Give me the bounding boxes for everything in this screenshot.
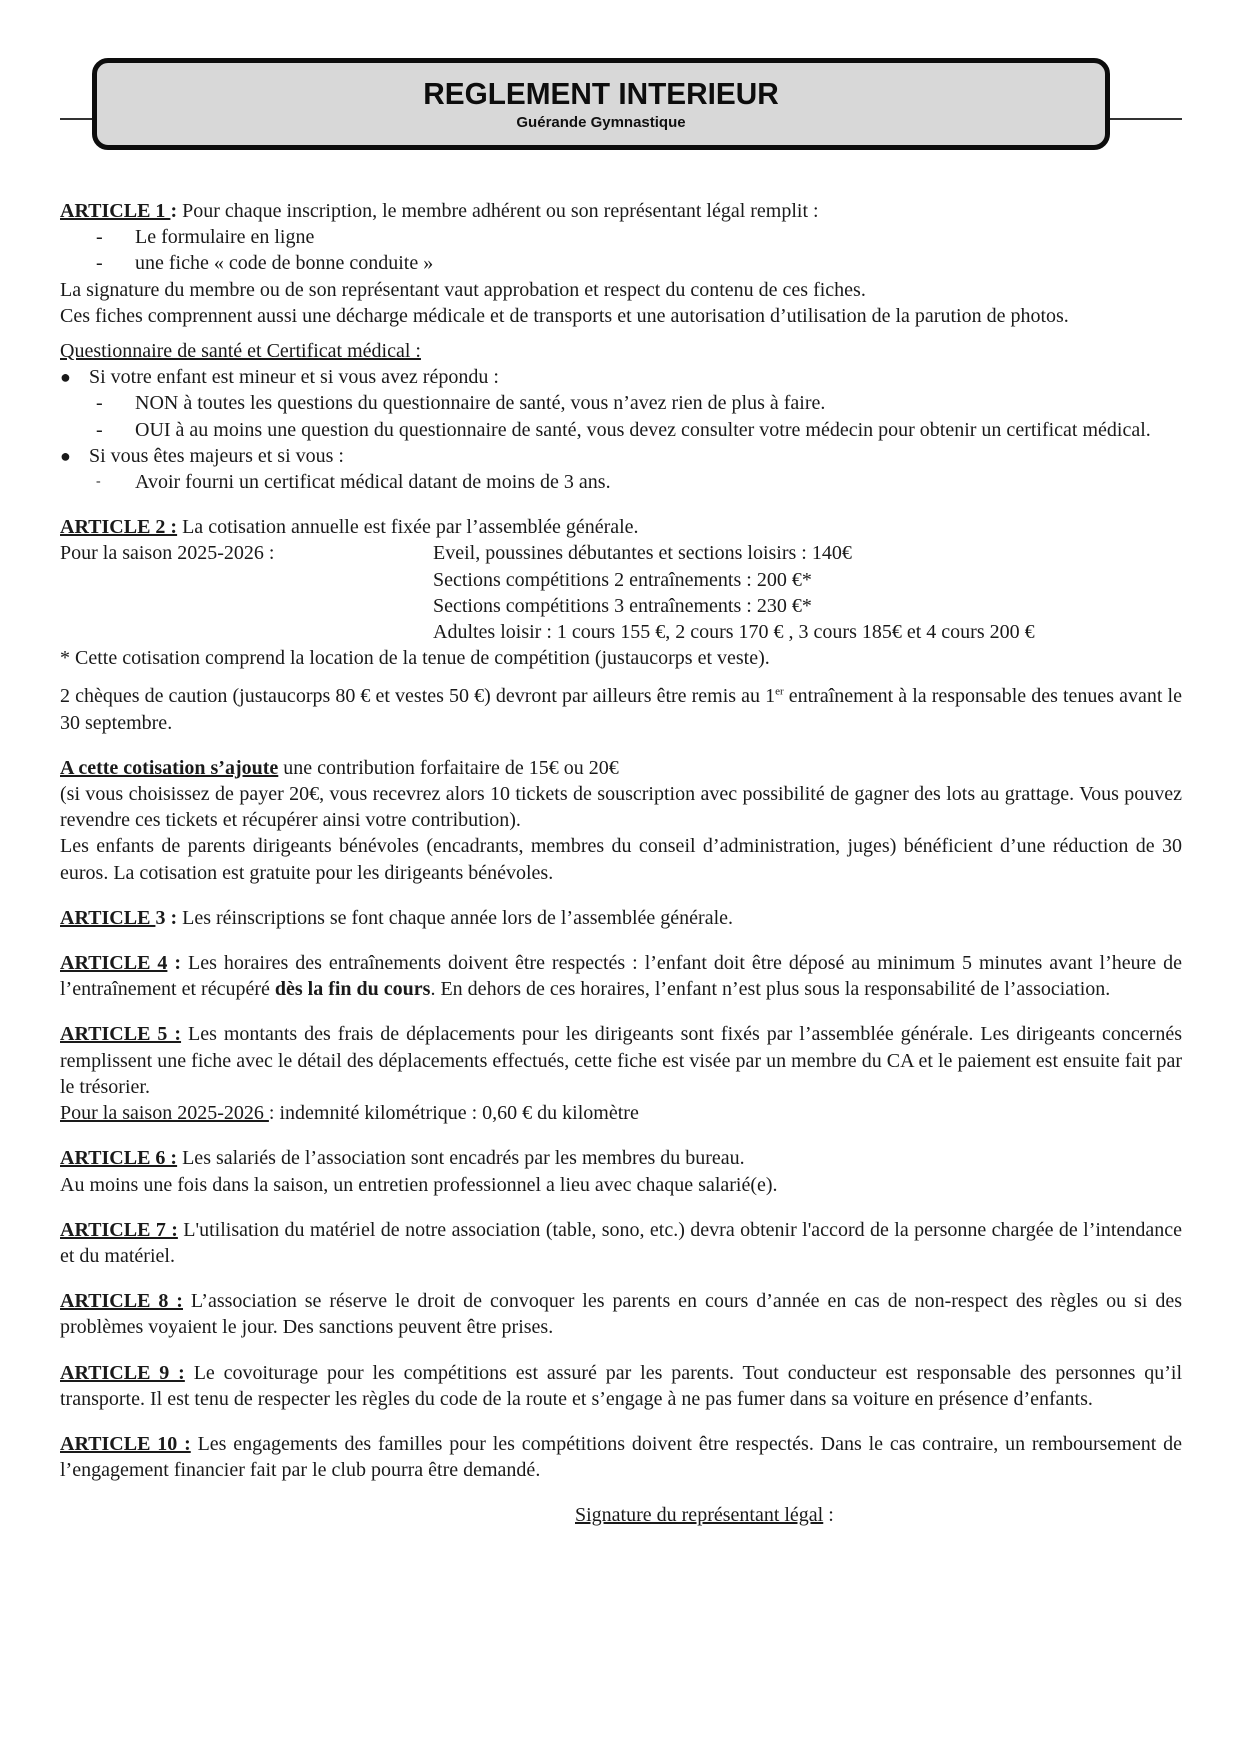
spacer <box>60 1126 1182 1145</box>
article-1 <box>60 198 1182 329</box>
tariff-row <box>60 593 1182 619</box>
spacer <box>60 1341 1182 1360</box>
contribution-label: A cette cotisation s’ajoute <box>60 756 279 779</box>
spacer <box>60 1002 1182 1021</box>
spacer <box>60 1483 1182 1502</box>
spacer <box>60 1198 1182 1217</box>
article-3-label: ARTICLE <box>60 906 156 929</box>
tariff-footnote: * Cette cotisation comprend la location de la tenue de compétition (justaucorps et veste). <box>60 647 770 670</box>
season-label: Pour la saison 2025-2026 <box>60 1102 269 1125</box>
article-5: ARTICLE 5 : Les montants des frais de déplacements pour les dirigeants sont fixés par l’assemblée générale. Les dirigeants concernés remplissent une fiche avec le détail des déplacements effectués, cette fiche est visée par un membre du CA et le paiement est ensuite fait par le trésorier. Pour la saison 2025-2026 : indemnité kilométrique : 0,60 € du kilomètre <box>60 1023 1182 1125</box>
article-2-label: ARTICLE 2 : <box>60 516 178 539</box>
article-10: ARTICLE 10 : Les engagements des familles pour les compétitions doivent être respectés. Dans le cas contraire, un remboursement de l’engagement financier fait par le club pourra être demandé. <box>60 1432 1183 1482</box>
header-box <box>92 58 1110 150</box>
article-4-label: ARTICLE 4 <box>60 952 168 975</box>
health-section <box>60 338 1182 495</box>
tariff-row <box>60 567 1182 593</box>
article-8: ARTICLE 8 : L’association se réserve le droit de convoquer les parents en cours d’année en cas de non-respect des règles ou si des problèmes voyaient le jour. Des sanctions peuvent être prises. <box>60 1290 1182 1339</box>
contribution-detail: (si vous choisissez de payer 20€, vous recevrez alors 10 tickets de souscription avec possibilité de gagner des lots au grattage. Vous pouvez revendre ces tickets et récupérer ainsi votre contribution). <box>60 783 1182 832</box>
tariff-row <box>60 619 1182 645</box>
tariff-row <box>60 540 1182 566</box>
bullet-icon: ● <box>60 367 71 388</box>
caution-paragraph: 2 chèques de caution (justaucorps 80 € et vestes 50 €) devront par ailleurs être remis au 1er entraînement à la responsable des tenues avant le 30 septembre. <box>60 685 1182 734</box>
article-10-label: ARTICLE 10 : <box>60 1432 191 1455</box>
dash-marker: - <box>96 392 103 415</box>
spacer <box>60 495 1182 514</box>
tariff-value: Sections compétitions 3 entraînements : 230 €* <box>433 594 812 617</box>
article-6: ARTICLE 6 : Les salariés de l’association sont encadrés par les membres du bureau. Au moins une fois dans la saison, un entretien professionnel a lieu avec chaque salarié(e). <box>60 1147 778 1196</box>
spacer <box>60 886 1182 905</box>
article-1-para-1: La signature du membre ou de son représentant vaut approbation et respect du contenu de ces fiches. <box>60 278 866 301</box>
article-6-label: ARTICLE 6 : <box>60 1147 178 1170</box>
tariff-value: Sections compétitions 2 entraînements : 200 €* <box>433 568 812 591</box>
article-2-intro: ARTICLE 2 : La cotisation annuelle est fixée par l’assemblée générale. <box>60 516 639 539</box>
dash-marker: - <box>96 226 103 249</box>
contribution-paragraph: A cette cotisation s’ajoute une contribution forfaitaire de 15€ ou 20€ <box>60 756 619 779</box>
spacer <box>60 931 1182 950</box>
tariff-value: Eveil, poussines débutantes et sections loisirs : 140€ <box>433 542 852 565</box>
list-item: - NON à toutes les questions du questionnaire de santé, vous n’avez rien de plus à faire. <box>60 390 1182 416</box>
reduction-paragraph: Les enfants de parents dirigeants bénévoles (encadrants, membres du conseil d’administration, juges) bénéficient d’une réduction de 30 euros. La cotisation est gratuite pour les dirigeants bénévoles. <box>60 835 1182 884</box>
header-rule-right <box>1108 118 1182 120</box>
page-subtitle: Guérande Gymnastique <box>516 114 686 131</box>
list-item: - une fiche « code de bonne conduite » <box>60 250 1182 276</box>
spacer <box>60 329 1182 338</box>
article-8-label: ARTICLE 8 : <box>60 1290 183 1313</box>
document-body <box>60 198 1182 1529</box>
season-label: Pour la saison 2025-2026 : <box>60 542 275 565</box>
signature-label: Signature du représentant légal <box>575 1504 824 1527</box>
article-9-label: ARTICLE 9 : <box>60 1361 185 1384</box>
spacer <box>60 736 1182 755</box>
list-item: - Le formulaire en ligne <box>60 224 1182 250</box>
spacer <box>60 671 1182 683</box>
list-item: - Avoir fourni un certificat médical datant de moins de 3 ans. <box>60 469 1182 495</box>
signature-line: Signature du représentant légal : <box>575 1504 834 1527</box>
spacer <box>60 1269 1182 1288</box>
article-1-intro: ARTICLE 1 : Pour chaque inscription, le membre adhérent ou son représentant légal remplit : <box>60 200 819 222</box>
bullet-item-adult: ● Si vous êtes majeurs et si vous : <box>60 443 1182 469</box>
article-1-para-2: Ces fiches comprennent aussi une décharge médicale et de transports et une autorisation d’utilisation de la parution de photos. <box>60 304 1069 327</box>
article-4: ARTICLE 4 : Les horaires des entraînements doivent être respectés : l’enfant doit être déposé au minimum 5 minutes avant l’heure de l’entraînement et récupéré dès la fin du cours. En dehors de ces horaires, l’enfant n’est plus sous la responsabilité de l’association. <box>60 952 1182 1001</box>
article-7-label: ARTICLE 7 : <box>60 1218 178 1241</box>
dash-marker: - <box>96 418 103 441</box>
article-1-label: ARTICLE 1 <box>60 200 171 222</box>
dash-marker: - <box>96 474 101 490</box>
list-item: - OUI à au moins une question du questionnaire de santé, vous devez consulter votre médecin pour obtenir un certificat médical. <box>60 417 1182 443</box>
article-2 <box>60 514 1182 886</box>
dash-marker: - <box>96 252 103 275</box>
page-title: REGLEMENT INTERIEUR <box>423 76 779 111</box>
bullet-icon: ● <box>60 445 71 466</box>
header-rule-left <box>60 118 94 120</box>
tariff-value: Adultes loisir : 1 cours 155 €, 2 cours 170 € , 3 cours 185€ et 4 cours 200 € <box>433 621 1035 644</box>
bullet-item-minor: ● Si votre enfant est mineur et si vous avez répondu : <box>60 364 1182 390</box>
article-7: ARTICLE 7 : L'utilisation du matériel de notre association (table, sono, etc.) devra obtenir l'accord de la personne chargée de l’intendance et du matériel. <box>60 1218 1182 1267</box>
article-3: ARTICLE 3 : Les réinscriptions se font chaque année lors de l’assemblée générale. <box>60 906 733 929</box>
article-5-label: ARTICLE 5 : <box>60 1023 182 1046</box>
health-heading: Questionnaire de santé et Certificat médical : <box>60 340 421 363</box>
article-9: ARTICLE 9 : Le covoiturage pour les compétitions est assuré par les parents. Tout conducteur est responsable des personnes qu’il transporte. Il est tenu de respecter les règles du code de la route et s’engage à ne pas fumer dans sa voiture en présence d’enfants. <box>60 1361 1182 1410</box>
spacer <box>60 1412 1182 1431</box>
